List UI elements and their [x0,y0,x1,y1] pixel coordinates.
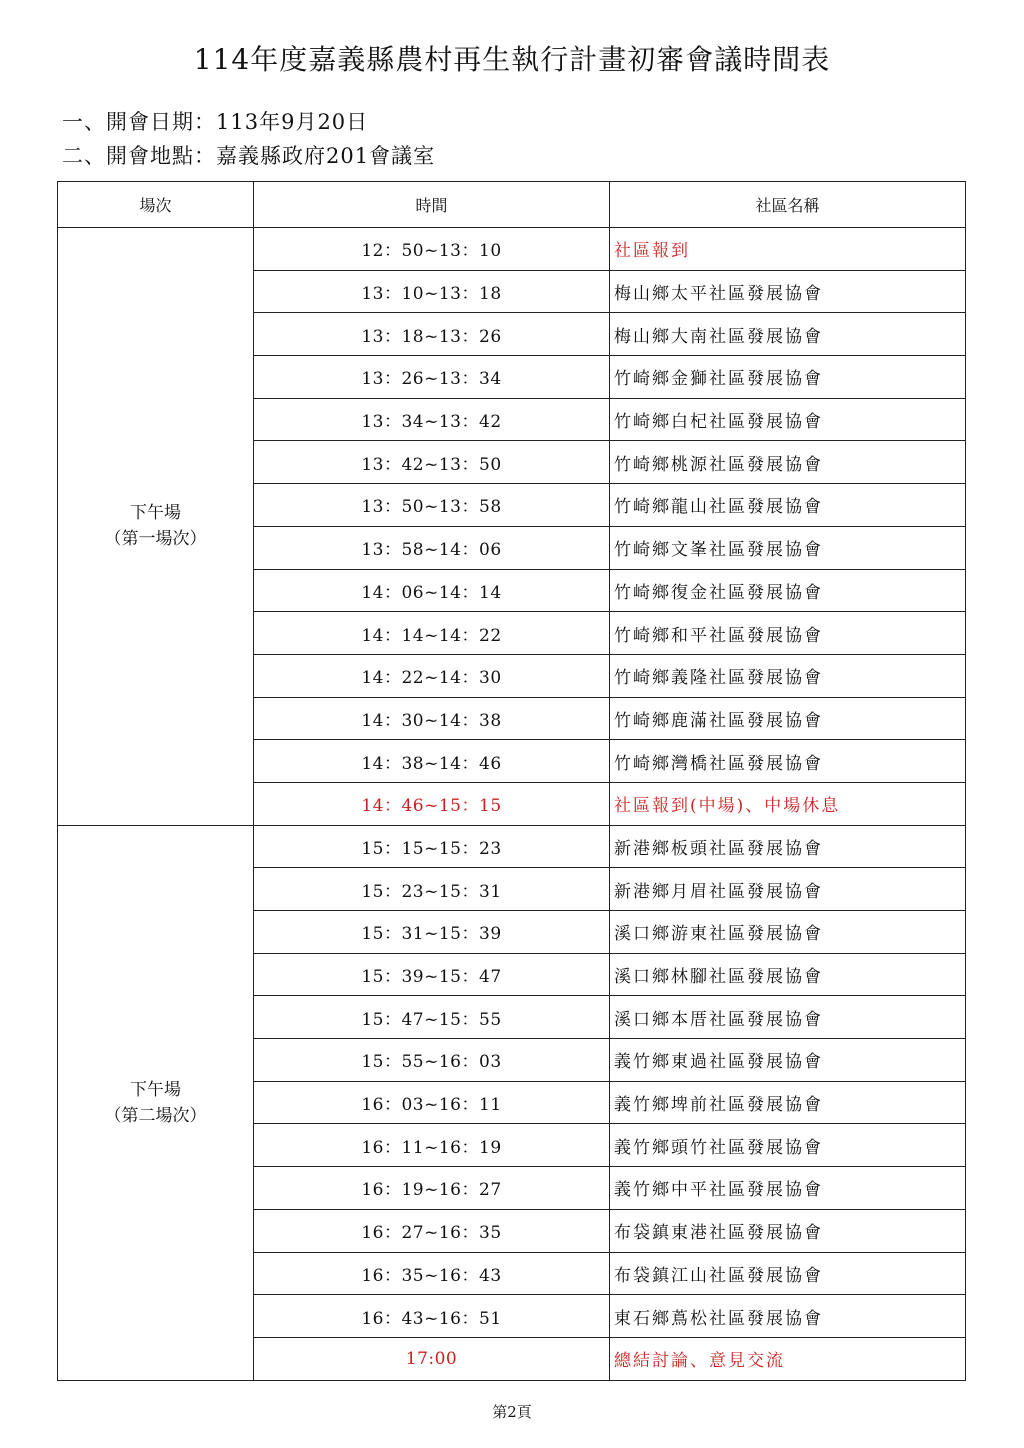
session-label [58,228,254,826]
schedule-table [57,181,966,1381]
table-row [58,825,966,868]
time-cell: 16：27~16：35 [254,1209,610,1252]
community-name-cell: 竹崎鄉金獅社區發展協會 [610,356,966,399]
time-cell: 15：55~16：03 [254,1039,610,1082]
community-name-cell: 溪口鄉游東社區發展協會 [610,911,966,954]
time-cell: 16：19~16：27 [254,1167,610,1210]
session-label [58,825,254,1380]
time-cell: 13：26~13：34 [254,356,610,399]
community-name-cell: 竹崎鄉鹿滿社區發展協會 [610,697,966,740]
time-cell: 14：30~14：38 [254,697,610,740]
community-name-cell: 竹崎鄉龍山社區發展協會 [610,484,966,527]
time-cell: 16：35~16：43 [254,1252,610,1295]
header-time: 時間 [254,182,610,228]
time-cell: 14：22~14：30 [254,654,610,697]
community-name-cell: 新港鄉板頭社區發展協會 [610,825,966,868]
community-name-cell: 義竹鄉東過社區發展協會 [610,1039,966,1082]
community-name-cell: 社區報到 [610,228,966,271]
community-name-cell: 布袋鎮東港社區發展協會 [610,1209,966,1252]
time-cell: 16：43~16：51 [254,1295,610,1338]
time-cell: 13：50~13：58 [254,484,610,527]
time-cell: 15：15~15：23 [254,825,610,868]
header-session: 場次 [58,182,254,228]
community-name-cell: 溪口鄉林腳社區發展協會 [610,953,966,996]
page-number: 第2頁 [492,1403,532,1421]
meeting-place: 二、開會地點：嘉義縣政府201會議室 [62,144,436,168]
time-cell: 14：14~14：22 [254,612,610,655]
time-cell: 17:00 [254,1337,610,1380]
community-name-cell: 新港鄉月眉社區發展協會 [610,868,966,911]
community-name-cell: 社區報到(中場)、中場休息 [610,782,966,825]
time-cell: 15：31~15：39 [254,911,610,954]
document-title: 114年度嘉義縣農村再生執行計畫初審會議時間表 [193,43,831,76]
session-label-line1: 下午場 [130,503,181,524]
community-name-cell: 竹崎鄉復金社區發展協會 [610,569,966,612]
community-name-cell: 布袋鎮江山社區發展協會 [610,1252,966,1295]
community-name-cell: 總結討論、意見交流 [610,1337,966,1380]
time-cell: 16：11~16：19 [254,1124,610,1167]
time-cell: 13：42~13：50 [254,441,610,484]
time-cell: 16：03~16：11 [254,1081,610,1124]
community-name-cell: 東石鄉蔦松社區發展協會 [610,1295,966,1338]
time-cell: 13：58~14：06 [254,526,610,569]
header-community-name: 社區名稱 [610,182,966,228]
community-name-cell: 竹崎鄉桃源社區發展協會 [610,441,966,484]
community-name-cell: 梅山鄉大南社區發展協會 [610,313,966,356]
time-cell: 15：39~15：47 [254,953,610,996]
time-cell: 12：50~13：10 [254,228,610,271]
table-row [58,228,966,271]
time-cell: 13：10~13：18 [254,270,610,313]
session-label-line1: 下午場 [130,1079,181,1100]
community-name-cell: 竹崎鄉義隆社區發展協會 [610,654,966,697]
community-name-cell: 義竹鄉中平社區發展協會 [610,1167,966,1210]
meeting-date: 一、開會日期：113年9月20日 [62,110,369,134]
header-row [58,182,966,228]
community-name-cell: 竹崎鄉白杞社區發展協會 [610,398,966,441]
session-label-line2: （第二場次） [104,1105,207,1126]
community-name-cell: 竹崎鄉和平社區發展協會 [610,612,966,655]
time-cell: 15：23~15：31 [254,868,610,911]
time-cell: 13：18~13：26 [254,313,610,356]
session-label-line2: （第一場次） [104,529,207,550]
community-name-cell: 竹崎鄉灣橋社區發展協會 [610,740,966,783]
time-cell: 14：38~14：46 [254,740,610,783]
time-cell: 15：47~15：55 [254,996,610,1039]
community-name-cell: 義竹鄉頭竹社區發展協會 [610,1124,966,1167]
time-cell: 14：06~14：14 [254,569,610,612]
community-name-cell: 梅山鄉太平社區發展協會 [610,270,966,313]
community-name-cell: 義竹鄉埤前社區發展協會 [610,1081,966,1124]
time-cell: 13：34~13：42 [254,398,610,441]
schedule-table-body [58,228,966,1381]
schedule-table-header [58,182,966,228]
community-name-cell: 溪口鄉本厝社區發展協會 [610,996,966,1039]
time-cell: 14：46~15：15 [254,782,610,825]
community-name-cell: 竹崎鄉文峯社區發展協會 [610,526,966,569]
